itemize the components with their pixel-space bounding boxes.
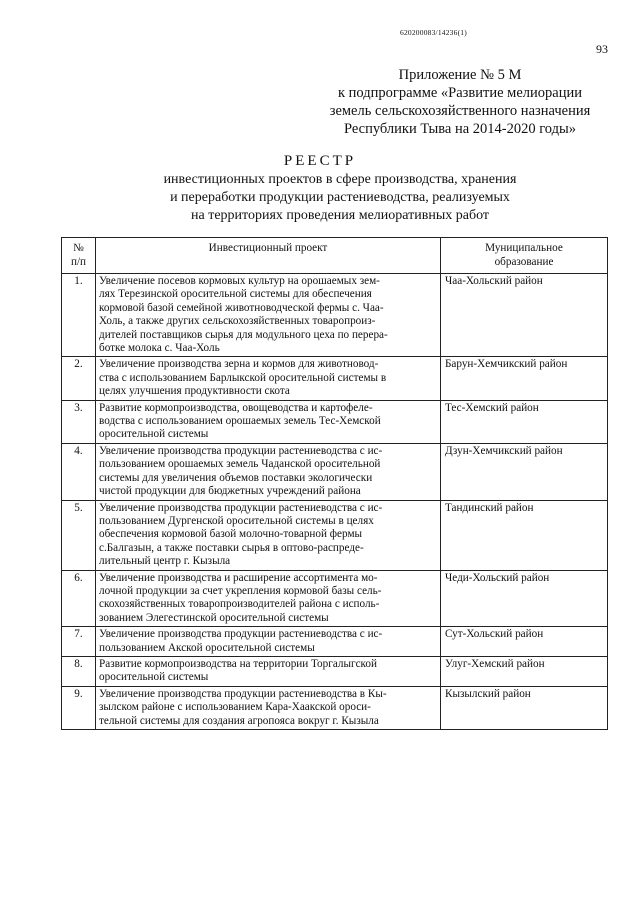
table-row [62, 570, 608, 627]
appendix-line: Республики Тыва на 2014-2020 годы» [343, 121, 577, 137]
row-number: 5. [62, 500, 96, 570]
project-line: зылском районе с использованием Кара-Хаакской ороси- [99, 701, 371, 714]
project-line: водства с использованием орошаемых земель Тес-Хемской [99, 415, 381, 428]
table-row [62, 443, 608, 500]
municipality-name: Сут-Хольский район [441, 627, 608, 657]
project-line: Увеличение производства продукции растениеводства в Кы- [99, 687, 387, 700]
project-line: ботке молока с. Чаа-Холь [99, 342, 220, 355]
project-line: чистой продукции для бюджетных учреждений района [99, 485, 361, 498]
registry-subtitle [80, 171, 600, 225]
registry-table [61, 237, 608, 730]
project-description [96, 400, 441, 443]
appendix-line: к подпрограмме «Развитие мелиорации [337, 85, 582, 101]
municipality-name: Тес-Хемский район [441, 400, 608, 443]
project-line: кормовой базой семейной животноводческой фермы с. Чаа- [99, 301, 384, 314]
project-line: дителей поставщиков сырья для модульного цеха по перера- [99, 328, 388, 341]
project-description [96, 500, 441, 570]
project-line: Холь, а также других сельскохозяйственных товаропроиз- [99, 315, 376, 328]
table-row [62, 274, 608, 357]
project-description [96, 570, 441, 627]
registry-table-body [62, 274, 608, 730]
municipality-name: Тандинский район [441, 500, 608, 570]
municipality-name: Чеди-Хольский район [441, 570, 608, 627]
row-number: 2. [62, 357, 96, 400]
header-number-line: п/п [70, 256, 87, 268]
project-line: оросительной системы [99, 428, 209, 441]
row-number: 7. [62, 627, 96, 657]
project-line: Увеличение посевов кормовых культур на орошаемых зем- [99, 275, 380, 287]
registry-title: РЕЕСТР [283, 153, 357, 169]
project-line: системы для увеличения объемов поставки экологически [99, 471, 373, 484]
project-description [96, 443, 441, 500]
appendix-line: Приложение № 5 М [398, 67, 522, 83]
project-line: лительный центр г. Кызыла [99, 555, 231, 568]
project-description [96, 627, 441, 657]
subtitle-line: инвестиционных проектов в сфере производства, хранения [163, 172, 517, 187]
subtitle-line: и переработки продукции растениеводства, реализуемых [170, 190, 510, 205]
project-line: Увеличение производства и расширение ассортимента мо- [99, 571, 378, 584]
header-number-line: № [73, 242, 84, 254]
table-row [62, 400, 608, 443]
header-municipality [441, 238, 608, 274]
project-line: Увеличение производства зерна и кормов для животновод- [99, 358, 379, 371]
appendix-line: земель сельскохозяйственного назначения [329, 103, 591, 119]
project-line: лях Терезинской оросительной системы для обеспечения [99, 288, 372, 301]
project-line: с.Балгазын, а также поставки сырья в оптово-распреде- [99, 541, 364, 554]
project-line: Увеличение производства продукции растениеводства с ис- [99, 501, 383, 514]
header-project [96, 238, 441, 274]
table-row [62, 686, 608, 729]
project-line: скохозяйственных товаропроизводителей района с исполь- [99, 598, 380, 611]
subtitle-line: на территориях проведения мелиоративных работ [191, 208, 489, 223]
header-number [62, 238, 96, 274]
municipality-name: Улуг-Хемский район [441, 656, 608, 686]
municipality-name: Кызылский район [441, 686, 608, 729]
row-number: 6. [62, 570, 96, 627]
project-line: целях улучшения продуктивности скота [99, 385, 290, 398]
project-line: пользованием Дургенской оросительной системы в целях [99, 514, 374, 527]
municipality-name: Дзун-Хемчикский район [441, 443, 608, 500]
row-number: 1. [62, 274, 96, 357]
table-row [62, 627, 608, 657]
project-description [96, 274, 441, 357]
project-description [96, 357, 441, 400]
document-code: 620200083/14236(1) [400, 28, 467, 37]
table-row [62, 357, 608, 400]
project-line: Увеличение производства продукции растениеводства с ис- [99, 444, 383, 457]
header-municipality-line: образование [494, 256, 554, 268]
row-number: 4. [62, 443, 96, 500]
table-row [62, 656, 608, 686]
municipality-name: Чаа-Хольский район [441, 274, 608, 357]
table-header-row [62, 238, 608, 274]
header-project-line: Инвестиционный проект [208, 242, 328, 254]
project-line: тельной системы для создания агропояса вокруг г. Кызыла [99, 714, 379, 727]
project-description [96, 656, 441, 686]
project-line: Развитие кормопроизводства на территории Торгалыгской [99, 657, 377, 670]
project-line: ства с использованием Барлыкской оросительной системы в [99, 371, 387, 384]
row-number: 3. [62, 400, 96, 443]
project-description [96, 686, 441, 729]
project-line: обеспечения кормовой базой молочно-товарной фермы [99, 528, 363, 541]
project-line: пользованием орошаемых земель Чаданской оросительной [99, 458, 381, 471]
project-line: пользованием Акской оросительной системы [99, 641, 315, 654]
table-row [62, 500, 608, 570]
project-line: Развитие кормопроизводства, овощеводства и картофеле- [99, 401, 373, 414]
municipality-name: Барун-Хемчикский район [441, 357, 608, 400]
project-line: Увеличение производства продукции растениеводства с ис- [99, 628, 383, 641]
appendix-heading [310, 66, 610, 138]
row-number: 8. [62, 656, 96, 686]
project-line: оросительной системы [99, 671, 209, 684]
project-line: зованием Элегестинской оросительной системы [99, 611, 329, 624]
page-number: 93 [596, 42, 608, 56]
project-line: лочной продукции за счет укрепления кормовой базы сель- [99, 584, 382, 597]
header-municipality-line: Муниципальное [485, 242, 563, 254]
row-number: 9. [62, 686, 96, 729]
